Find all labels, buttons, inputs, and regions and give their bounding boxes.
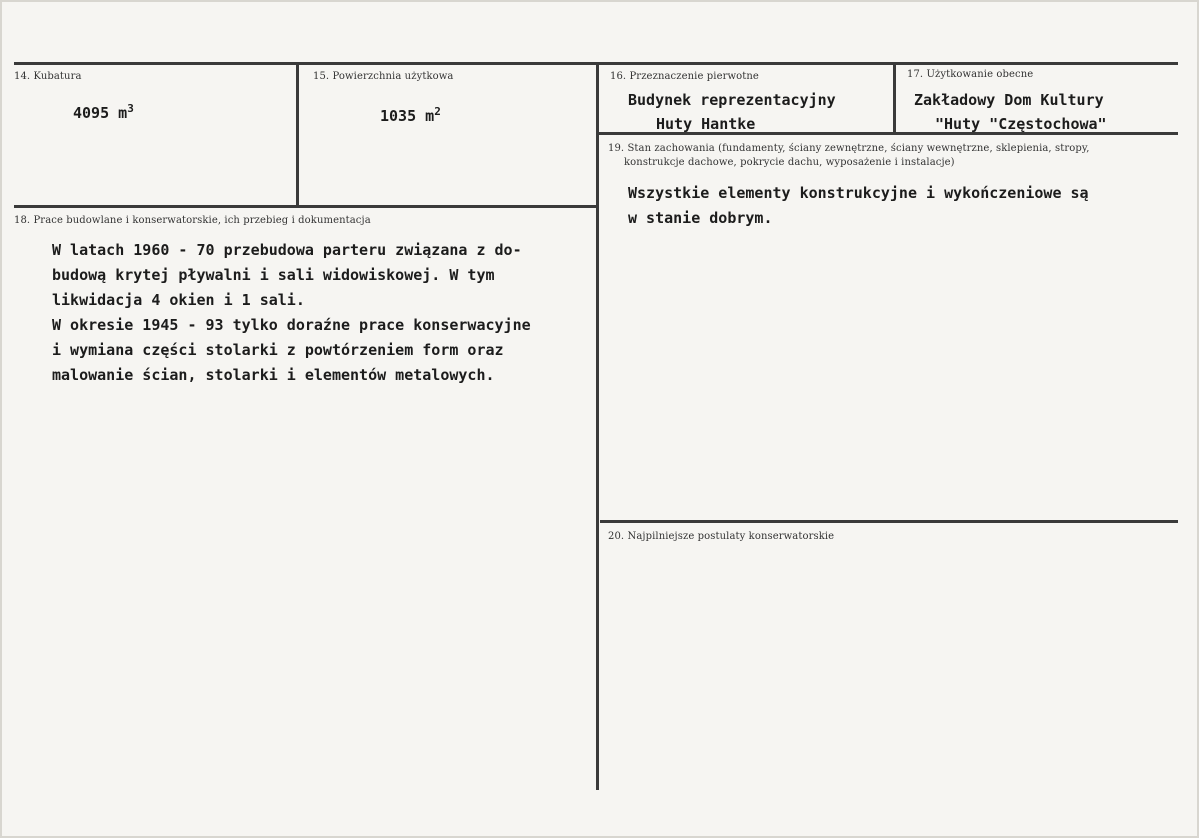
field-17-label: 17. Użytkowanie obecne (907, 69, 1034, 80)
field-16-line-2: Huty Hantke (656, 115, 756, 133)
divider-14-15 (296, 64, 299, 206)
field-18-line-4: W okresie 1945 - 93 tylko doraźne prace konserwacyjne (52, 316, 531, 334)
field-18-line-5: i wymiana części stolarki z powtórzeniem form oraz (52, 341, 504, 359)
field-15-label: 15. Powierzchnia użytkowa (313, 71, 454, 82)
divider-center (596, 64, 599, 790)
field-20-label: 20. Najpilniejsze postulaty konserwatorskie (608, 531, 835, 542)
field-17-line-1: Zakładowy Dom Kultury (914, 91, 1104, 109)
field-18-line-1: W latach 1960 - 70 przebudowa parteru związana z do- (52, 241, 522, 259)
field-16-label: 16. Przeznaczenie pierwotne (610, 71, 759, 82)
field-18-line-2: budową krytej pływalni i sali widowiskowej. W tym (52, 266, 495, 284)
field-15-value (380, 105, 441, 125)
rule-above-20 (600, 520, 1178, 523)
divider-16-17 (893, 64, 896, 134)
field-19-line-1: Wszystkie elementy konstrukcyjne i wykończeniowe są (628, 184, 1089, 202)
field-14-label: 14. Kubatura (14, 71, 82, 82)
field-18-line-3: likwidacja 4 okien i 1 sali. (52, 291, 305, 309)
field-18-label: 18. Prace budowlane i konserwatorskie, ich przebieg i dokumentacja (14, 215, 371, 226)
field-15-exponent: 2 (434, 105, 441, 118)
field-15-number: 1035 m (380, 107, 435, 125)
field-16-line-1: Budynek reprezentacyjny (628, 91, 836, 109)
field-14-exponent: 3 (127, 102, 134, 115)
field-17-line-2: "Huty "Częstochowa" (935, 115, 1107, 133)
field-19-label-line-1: 19. Stan zachowania (fundamenty, ściany zewnętrzne, ściany wewnętrzne, sklepienia, stropy, (608, 143, 1090, 154)
field-19-line-2: w stanie dobrym. (628, 209, 773, 227)
field-19-label-line-2: konstrukcje dachowe, pokrycie dachu, wyposażenie i instalacje) (624, 157, 955, 168)
field-14-value (73, 102, 134, 122)
rule-under-14-15 (14, 205, 596, 208)
field-14-number: 4095 m (73, 104, 128, 122)
field-18-line-6: malowanie ścian, stolarki i elementów metalowych. (52, 366, 495, 384)
